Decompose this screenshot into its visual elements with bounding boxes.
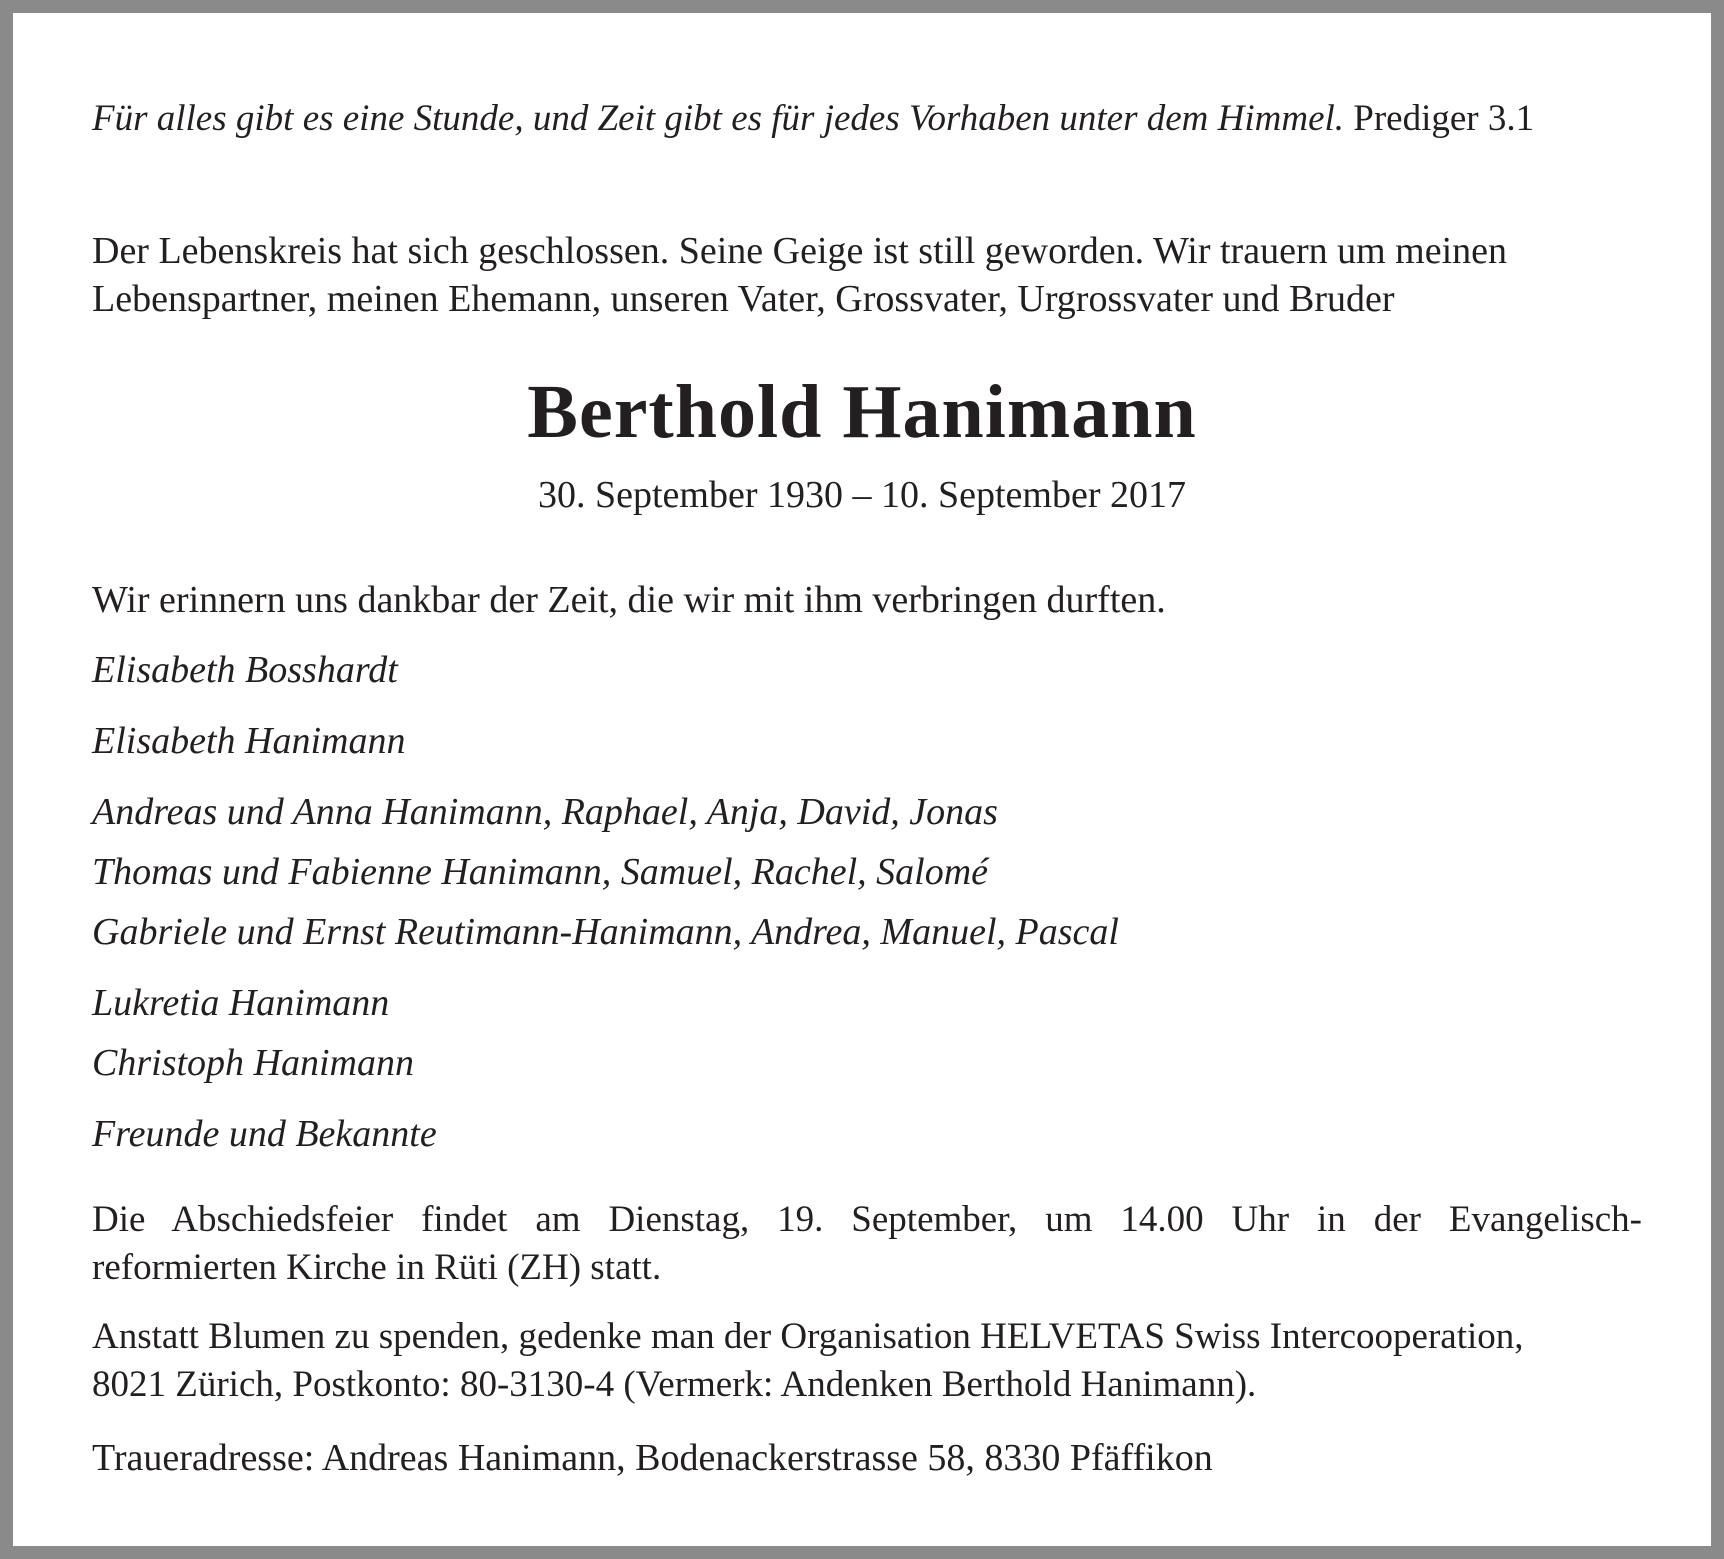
donation-line-1: Anstatt Blumen zu spenden, gedenke man der Organisation HELVETAS Swiss Intercooperation, <box>92 1316 1524 1357</box>
life-dates: 30. September 1930 – 10. September 2017 <box>537 474 1186 516</box>
ceremony-notice <box>92 1196 1642 1292</box>
ceremony-line-2: reformierten Kirche in Rüti (ZH) statt. <box>92 1247 662 1288</box>
obituary-notice <box>13 13 1711 1546</box>
mourner-name: Freunde und Bekannte <box>92 1113 437 1155</box>
quote-reference: Prediger 3.1 <box>1353 98 1535 139</box>
mourning-address: Traueradresse: Andreas Hanimann, Bodenackerstrasse 58, 8330 Pfäffikon <box>92 1437 1213 1479</box>
mourner-name: Elisabeth Bosshardt <box>92 649 398 691</box>
intro-line-2: Lebenspartner, meinen Ehemann, unseren Vater, Grossvater, Urgrossvater und Bruder <box>92 278 1395 320</box>
mourner-name: Christoph Hanimann <box>92 1042 414 1084</box>
donation-notice <box>92 1313 1524 1409</box>
bible-quote <box>92 97 1534 140</box>
mourner-name: Elisabeth Hanimann <box>92 720 406 762</box>
mourner-name: Gabriele und Ernst Reutimann-Hanimann, Andrea, Manuel, Pascal <box>92 911 1119 953</box>
deceased-name: Berthold Hanimann <box>527 370 1197 454</box>
intro-line-1: Der Lebenskreis hat sich geschlossen. Seine Geige ist still geworden. Wir trauern um meinen <box>92 230 1507 272</box>
mourner-name: Thomas und Fabienne Hanimann, Samuel, Rachel, Salomé <box>92 851 989 893</box>
intro-text <box>92 227 1507 323</box>
mourner-name: Lukretia Hanimann <box>92 982 390 1024</box>
quote-text: Für alles gibt es eine Stunde, und Zeit gibt es für jedes Vorhaben unter dem Himmel. <box>92 98 1345 139</box>
donation-line-2: 8021 Zürich, Postkonto: 80-3130-4 (Vermerk: Andenken Berthold Hanimann). <box>92 1364 1257 1405</box>
ceremony-line-1: Die Abschiedsfeier findet am Dienstag, 19. September, um 14.00 Uhr in der Evangelisch- <box>92 1199 1642 1240</box>
mourner-name: Andreas und Anna Hanimann, Raphael, Anja, David, Jonas <box>92 791 998 833</box>
thanks-line: Wir erinnern uns dankbar der Zeit, die wir mit ihm verbringen durften. <box>92 579 1166 621</box>
